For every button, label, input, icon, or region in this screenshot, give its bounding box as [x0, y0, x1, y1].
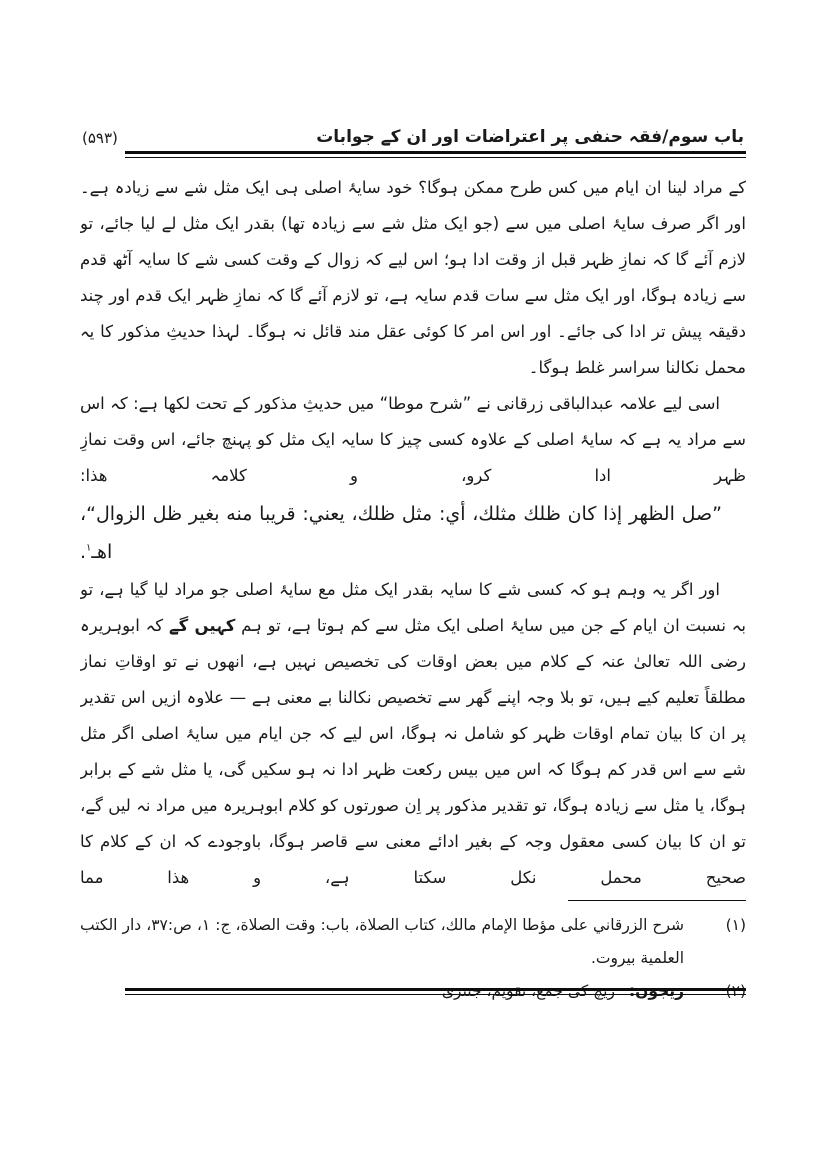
paragraph-3: [80, 572, 746, 894]
arabic-quote-1-text: ”صل الظهر إذا كان ظلك مثلك، أي: مثل ظلك، يعني: قريبا منه بغير ظل الزوال“، اهـ: [80, 502, 722, 563]
paragraph-3-bold-text: کہیں گے: [168, 615, 236, 635]
footnote-1: [80, 909, 746, 975]
page-number: (۵۹۳): [82, 129, 118, 147]
paragraph-1-text: کے مراد لینا ان ایام میں کس طرح ممکن ہوگا؟ خود سایۂ اصلی ہی ایک مثل شے سے زیادہ ہے۔ اور اگر صرف سایۂ اصلی میں سے (جو ایک مثل شے سے زیادہ تھا) بقدر ایک مثل لے لیا جائے، تو لازم آئے گا کہ نمازِ ظہر قبل از وقت ادا ہو؛ اس لیے کہ زوال کے وقت کسی شے کا سایہ آٹھ قدم سے زیادہ ہوگا، اور ایک مثل سے سات قدم سایہ ہے، تو لازم آئے گا کہ نمازِ ظہر ایک قدم اور چند دقیقہ پیش تر ادا کی جائے۔ اور اس امر کا کوئی عقل مند قائل نہ ہوگا۔ لہذا حدیثِ مذکور کا یہ محمل نکالنا سراسر غلط ہوگا۔: [80, 177, 746, 377]
footnote-2-term: زیجوں:: [628, 981, 684, 1000]
page-header: [82, 0, 744, 147]
body-text: [80, 170, 746, 894]
arabic-quote-1: [80, 495, 746, 571]
footnote-1-text: شرح الزرقاني على مؤطا الإمام مالك، كتاب الصلاة، باب: وقت الصلاة، ج: ۱، ص:۳۷، دار الكتب العلمية بيروت.: [80, 915, 684, 967]
paragraph-3-text-a: اور اگر یہ وہم ہو کہ کسی شے کا سایہ بقدر ایک مثل مع سایۂ اصلی جو مراد لیا گیا ہے، تو بہ نسبت ان ایام کے جن میں سایۂ اصلی ایک مثل سے کم ہوتا ہے، تو ہم: [80, 579, 746, 635]
paragraph-3-text-b: کہ ابوہریرہ رضی اللہ تعالیٰ عنہ کے کلام میں بعض اوقات کی تخصیص نہیں ہے، انھوں نے تو اوقاتِ نماز مطلقاً تعلیم کیے ہیں، تو بلا وجہ اپنے گھر سے تخصیص نکالنا بے معنی ہے — علاوہ ازیں اس تقدیر پر ان کا بیان تمام اوقات ظہر کو شامل نہ ہوگا، اس لیے کہ جن ایام میں سایۂ اصلی اگر مثل شے سے اس قدر کم ہوگا کہ اس میں بیس رکعت ظہر ادا نہ ہو سکیں گی، یا مثل شے کے برابر ہوگا، یا مثل سے زیادہ ہوگا، تو تقدیر مذکور پر اِن صورتوں کو کلام ابوہریرہ میں مراد نہ لیں گے، تو ان کا بیان کسی معقول وجہ کے بغیر ادائے معنی سے قاصر ہوگا، باوجودے کہ ان کے کلام کا صحیح محمل نکل سکتا ہے، و ھذا مما: [80, 615, 746, 887]
arabic-quote-1-endmark: .: [80, 540, 87, 563]
chapter-title: باب سوم/فقہ حنفی پر اعتراضات اور ان کے جوابات: [316, 127, 744, 147]
footnote-1-number: (۱): [725, 915, 746, 934]
footnote-separator: [568, 900, 746, 901]
footnote-2-number: (۲): [725, 981, 746, 1000]
paragraph-2-text: اسی لیے علامہ عبدالباقی زرقانی نے ”شرح موطا“ میں حدیثِ مذکور کے تحت لکھا ہے: کہ اس سے مراد یہ ہے کہ سایۂ اصلی کے علاوہ کسی چیز کا سایہ ایک مثل کو پہنچ جائے، اس وقت نمازِ ظہر ادا کرو، و کلامہ ھذا:: [80, 393, 746, 485]
footer-rule: [125, 988, 746, 995]
footnote-2-text: زیچ کی جمع، تقویم، جنتری: [441, 981, 615, 1000]
paragraph-1: [80, 170, 746, 386]
header-rule: [125, 151, 746, 158]
page-content: [80, 0, 746, 1008]
paragraph-2: [80, 386, 746, 494]
footnote-ref-1: ۱: [86, 542, 92, 554]
